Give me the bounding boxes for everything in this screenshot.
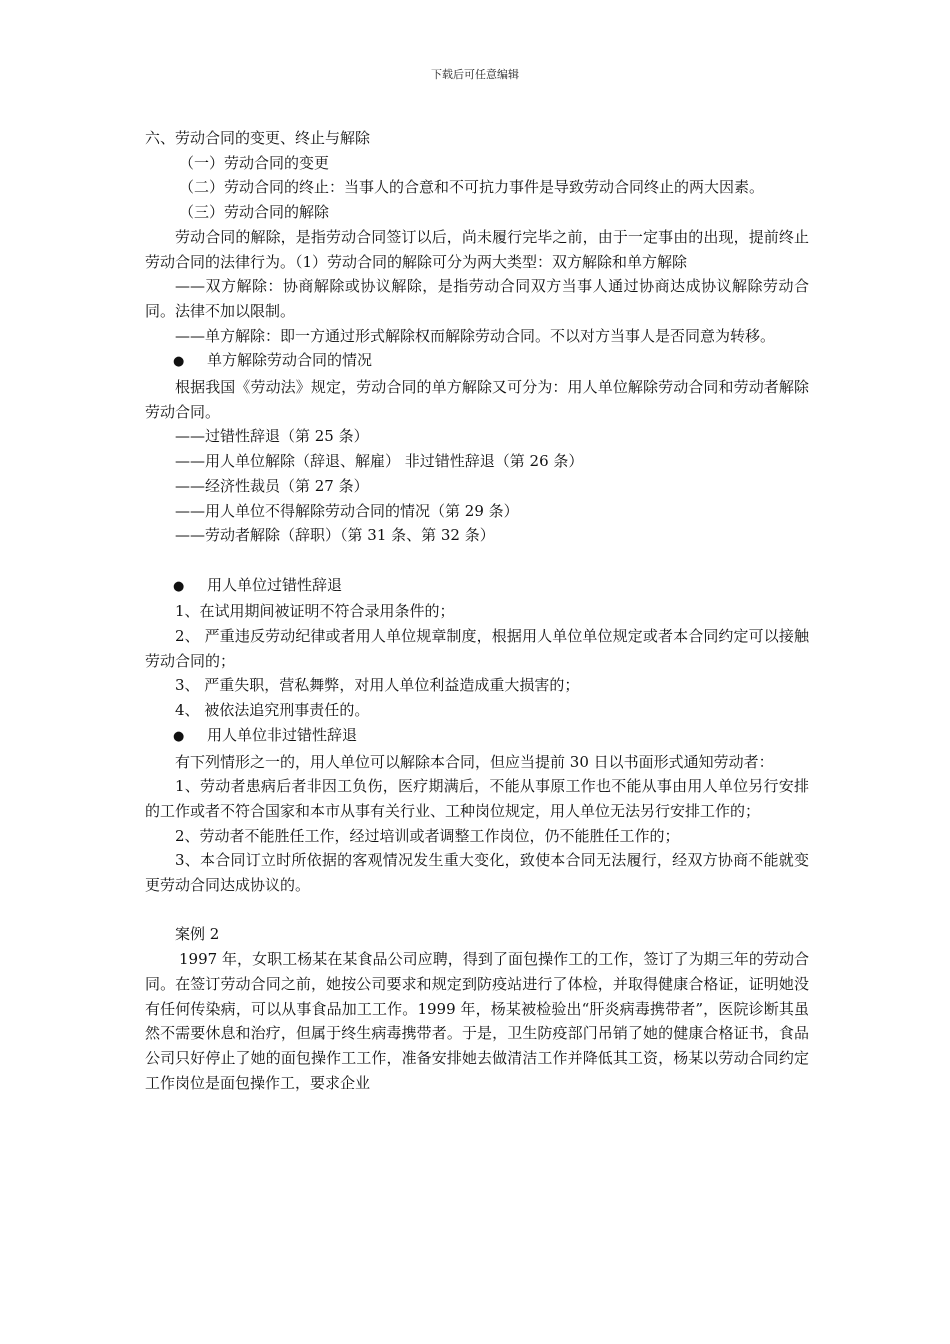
- paragraph: （三）劳动合同的解除: [179, 203, 330, 222]
- bullet-text: 用人单位非过错性辞退: [207, 725, 358, 744]
- paragraph: 案例 2: [175, 925, 220, 944]
- paragraph: ——用人单位解除（辞退、解雇） 非过错性辞退（第 26 条）: [175, 452, 584, 471]
- paragraph: 六、劳动合同的变更、终止与解除: [145, 129, 371, 147]
- bullet-item: [145, 723, 809, 750]
- bullet-text: 单方解除劳动合同的情况: [207, 351, 373, 370]
- bullet-item: [145, 573, 809, 600]
- blank-line: [145, 548, 809, 573]
- bullet-dot-icon: ●: [173, 354, 185, 370]
- paragraph: 3、本合同订立时所依据的客观情况发生重大变化，致使本合同无法履行，经双方协商不能就变更劳动合同达成协议的。: [145, 851, 809, 895]
- paragraph: 有下列情形之一的，用人单位可以解除本合同，但应当提前 30 日以书面形式通知劳动者：: [175, 752, 774, 771]
- paragraph: （二）劳动合同的终止：当事人的合意和不可抗力事件是导致劳动合同终止的两大因素。: [179, 178, 765, 197]
- paragraph: 3、 严重失职，营私舞弊，对用人单位利益造成重大损害的；: [175, 676, 580, 695]
- bullet-dot-icon: ●: [173, 578, 185, 594]
- paragraph: ——用人单位不得解除劳动合同的情况（第 29 条）: [175, 501, 519, 520]
- paragraph: （一）劳动合同的变更: [179, 153, 330, 172]
- paragraph: 1、劳动者患病后者非因工负伤，医疗期满后，不能从事原工作也不能从事由用人单位另行安排的工作或者不符合国家和本市从事有关行业、工种岗位规定，用人单位无法另行安排工作的；: [145, 777, 809, 820]
- paragraph: ——劳动者解除（辞职）（第 31 条、第 32 条）: [175, 526, 495, 545]
- paragraph: 4、 被依法追究刑事责任的。: [175, 701, 370, 720]
- paragraph: 1997 年，女职工杨某在某食品公司应聘，得到了面包操作工的工作，签订了为期三年的劳动合同。在签订劳动合同之前，她按公司要求和规定到防疫站进行了体检，并取得健康合格证，证明她没有任何传染病，可以从事食品加工工作。1999 年，杨某被检验出“肝炎病毒携带者”，医院诊断其虽然不需要休息和治疗，但属于终生病毒携带者。于是，卫生防疫部门吊销了她的健康合格证书，食品公司只好停止了她的面包操作工工作，准备安排她去做清洁工作并降低其工资，杨某以劳动合同约定工作岗位是面包操作工，要求企业: [145, 950, 809, 1092]
- paragraph: 2、劳动者不能胜任工作，经过培训或者调整工作岗位，仍不能胜任工作的；: [175, 826, 680, 845]
- paragraph: ——单方解除：即一方通过形式解除权而解除劳动合同。不以对方当事人是否同意为转移。: [175, 326, 776, 345]
- bullet-dot-icon: ●: [173, 728, 185, 744]
- bullet-item: [145, 348, 809, 375]
- paragraph: 劳动合同的解除，是指劳动合同签订以后，尚未履行完毕之前，由于一定事由的出现，提前终止劳动合同的法律行为。（1）劳动合同的解除可分为两大类型：双方解除和单方解除: [145, 227, 809, 271]
- paragraph: ——双方解除：协商解除或协议解除，是指劳动合同双方当事人通过协商达成协议解除劳动合同。法律不加以限制。: [145, 277, 809, 320]
- document-body: [145, 126, 809, 1095]
- paragraph: 根据我国《劳动法》规定，劳动合同的单方解除又可分为：用人单位解除劳动合同和劳动者解除劳动合同。: [145, 378, 809, 421]
- bullet-text: 用人单位过错性辞退: [207, 575, 343, 594]
- paragraph: ——过错性辞退（第 25 条）: [175, 427, 369, 446]
- paragraph: 2、 严重违反劳动纪律或者用人单位规章制度，根据用人单位单位规定或者本合同约定可以接触劳动合同的；: [145, 627, 809, 670]
- page-header: 下载后可任意编辑: [431, 68, 519, 81]
- paragraph: 1、在试用期间被证明不符合录用条件的；: [175, 602, 455, 621]
- blank-line: [145, 898, 809, 923]
- paragraph: ——经济性裁员（第 27 条）: [175, 476, 369, 495]
